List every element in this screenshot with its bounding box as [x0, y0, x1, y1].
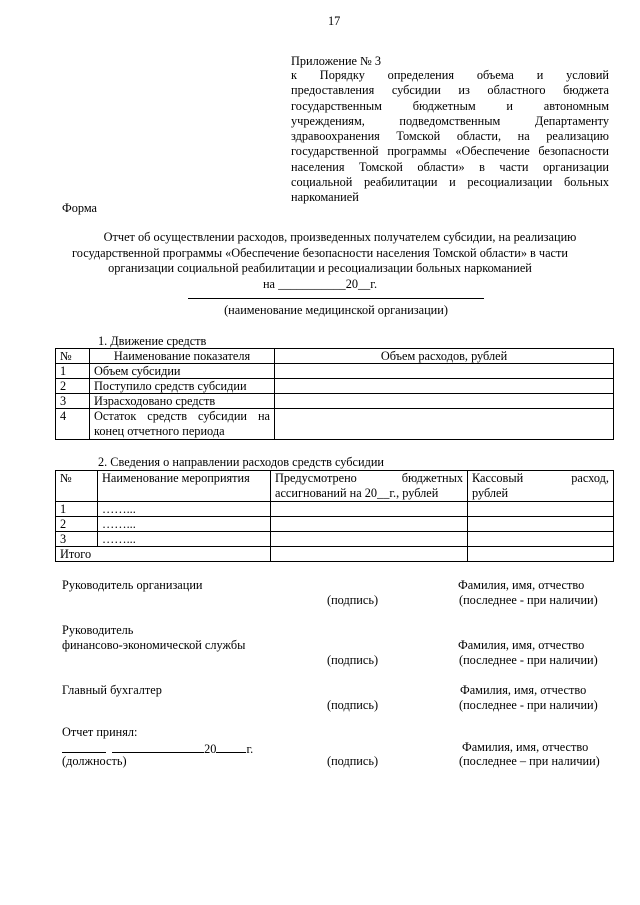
section1-title: 1. Движение средств [98, 334, 207, 348]
row-planned [271, 517, 468, 532]
date-blank [112, 740, 204, 753]
accepted-label: Отчет принял: [62, 725, 138, 739]
row-amount [275, 409, 614, 440]
signature-role: Главный бухгалтер [62, 683, 162, 697]
position-blank [62, 740, 106, 753]
total-planned [271, 547, 468, 562]
report-title-line: Отчет об осуществлении расходов, произведенных получателем субсидии, на реализацию [103, 230, 577, 244]
signature-role: финансово-экономической службы [62, 638, 246, 652]
row-name: ……... [98, 517, 271, 532]
table-row [56, 502, 614, 517]
report-title [40, 230, 600, 292]
header-event: Наименование мероприятия [98, 471, 271, 502]
appendix-line: здравоохранения Томской области, на реализацию [291, 129, 609, 144]
table-header-row [56, 471, 614, 502]
header-num: № [56, 471, 98, 502]
fio-note: (последнее - при наличии) [459, 698, 598, 712]
table-header-row [56, 349, 614, 364]
row-name: ……... [98, 502, 271, 517]
row-name: Израсходовано средств [90, 394, 275, 409]
row-num: 3 [56, 532, 98, 547]
header-planned-line: Предусмотрено бюджетных [275, 471, 463, 485]
appendix-line: государственной программы «Обеспечение безопасности [291, 144, 609, 159]
row-num: 2 [56, 379, 90, 394]
row-name: ……... [98, 532, 271, 547]
header-cash [468, 471, 614, 502]
row-cash [468, 532, 614, 547]
table-row [56, 394, 614, 409]
row-name-line: Остаток средств субсидии на [94, 409, 270, 423]
header-cash-line: Кассовый расход, [472, 471, 609, 485]
appendix-line: учреждениям, подведомственным Департаменту [291, 113, 609, 128]
row-num: 1 [56, 364, 90, 379]
total-cash [468, 547, 614, 562]
year-blank [216, 740, 246, 753]
org-name-line [188, 298, 484, 299]
row-name: Поступило средств субсидии [90, 379, 275, 394]
header-planned-line: ассигнований на 20__г., рублей [275, 486, 439, 500]
fio-note: (последнее - при наличии) [459, 593, 598, 607]
signature-caption: (подпись) [327, 754, 379, 768]
appendix-line: предоставления субсидии из областного бюджета [291, 83, 609, 98]
fio-label: Фамилия, имя, отчество [458, 638, 585, 652]
row-name-line: конец отчетного периода [94, 424, 225, 438]
header-num: № [56, 349, 90, 364]
appendix-title: Приложение № 3 [291, 54, 382, 68]
table-row [56, 379, 614, 394]
row-name [90, 409, 275, 440]
date-suffix: г. [246, 742, 254, 756]
page-number: 17 [328, 14, 341, 28]
header-planned [271, 471, 468, 502]
row-cash [468, 517, 614, 532]
signature-role: Руководитель [62, 623, 134, 637]
table-row [56, 364, 614, 379]
form-label: Форма [62, 201, 97, 215]
signature-caption: (подпись) [327, 653, 379, 667]
signature-caption: (подпись) [327, 698, 379, 712]
table-row [56, 532, 614, 547]
fio-note: (последнее – при наличии) [459, 754, 600, 768]
fio-label: Фамилия, имя, отчество [460, 683, 587, 697]
funds-movement-table [55, 348, 614, 440]
total-row [56, 547, 614, 562]
report-title-line: организации социальной реабилитации и ресоциализации больных наркоманией [108, 261, 532, 275]
appendix-text [291, 68, 609, 206]
report-date: на ___________20__г. [262, 276, 378, 291]
expenses-table [55, 470, 614, 562]
table-row [56, 409, 614, 440]
appendix-line: социальной реабилитации и ресоциализации больных [291, 175, 609, 190]
fio-note: (последнее - при наличии) [459, 653, 598, 667]
signature-caption: (подпись) [327, 593, 379, 607]
row-cash [468, 502, 614, 517]
section2-title: 2. Сведения о направлении расходов средств субсидии [98, 455, 385, 469]
header-indicator: Наименование показателя [90, 349, 275, 364]
date-year: 20 [204, 742, 217, 756]
row-num: 4 [56, 409, 90, 440]
row-num: 2 [56, 517, 98, 532]
header-amount: Объем расходов, рублей [275, 349, 614, 364]
row-num: 3 [56, 394, 90, 409]
header-cash-line: рублей [472, 486, 509, 500]
org-name-caption: (наименование медицинской организации) [224, 303, 448, 317]
report-title-line: государственной программы «Обеспечение безопасности населения Томской области» в части [72, 245, 568, 260]
row-planned [271, 532, 468, 547]
appendix-line: к Порядку определения объема и условий [291, 68, 609, 82]
row-planned [271, 502, 468, 517]
signature-role: Руководитель организации [62, 578, 203, 592]
row-num: 1 [56, 502, 98, 517]
row-amount [275, 364, 614, 379]
row-name: Объем субсидии [90, 364, 275, 379]
row-amount [275, 394, 614, 409]
appendix-line: государственным бюджетным и автономным [291, 98, 609, 113]
fio-label: Фамилия, имя, отчество [462, 740, 589, 754]
row-amount [275, 379, 614, 394]
position-caption: (должность) [62, 754, 127, 768]
table-row [56, 517, 614, 532]
fio-label: Фамилия, имя, отчество [458, 578, 585, 592]
appendix-line: наркоманией [291, 190, 359, 205]
total-label: Итого [56, 547, 271, 562]
appendix-line: населения Томской области» в части организации [291, 159, 609, 174]
